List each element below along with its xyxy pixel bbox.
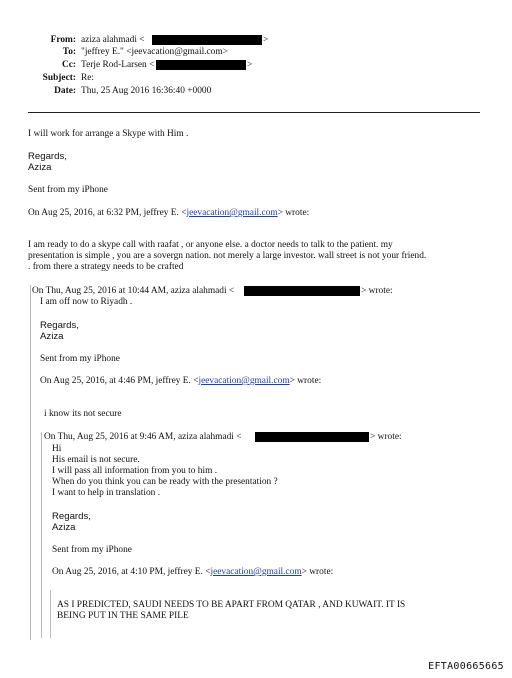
from-close: > [263, 35, 269, 45]
reply-attribution: On Aug 25, 2016, at 4:10 PM, jeffrey E. <jeevacation@gmail.com> wrote: [52, 567, 334, 577]
message-line: I am ready to do a skype call with raafat , or anyone else. a doctor needs to talk to the patient. my [28, 240, 393, 250]
message-line: I want to help in translation . [52, 488, 161, 498]
email-link[interactable]: jeevacation@gmail.com [186, 208, 278, 218]
signoff-name: Aziza [40, 331, 64, 342]
sent-from-iphone: Sent from my iPhone [40, 354, 120, 364]
email-link[interactable]: jeevacation@gmail.com [198, 376, 290, 386]
sent-from-iphone: Sent from my iPhone [52, 545, 132, 555]
message-line: presentation is simple , you are a sovergn nation. not merely a large investor. wall street is not your friend. [28, 251, 427, 261]
quote-bar [41, 432, 42, 638]
signoff-name: Aziza [52, 522, 76, 533]
cc-close: > [247, 60, 253, 70]
redaction-bar [255, 432, 369, 442]
message-line: His email is not secure. [52, 455, 140, 465]
message-body: I will work for arrange a Skype with Him . [28, 129, 189, 139]
signoff-regards: Regards, [40, 320, 79, 331]
signoff-regards: Regards, [28, 151, 67, 162]
to-value: "jeffrey E." <jeevacation@gmail.com> [81, 47, 228, 57]
message-body: i know its not secure [44, 409, 122, 419]
signoff-name: Aziza [28, 162, 52, 173]
from-label: From: [50, 35, 76, 45]
redaction-bar [152, 35, 262, 45]
reply-attribution-end: > wrote: [361, 286, 393, 296]
reply-attribution: On Aug 25, 2016, at 6:32 PM, jeffrey E. <jeevacation@gmail.com> wrote: [28, 208, 310, 218]
reply-attribution-end: > wrote: [370, 432, 402, 442]
signoff-regards: Regards, [52, 511, 91, 522]
reply-attribution: On Thu, Aug 25, 2016 at 9:46 AM, aziza alahmadi < [44, 432, 242, 442]
header-divider [28, 112, 480, 113]
document-id: EFTA00665665 [428, 661, 504, 672]
quote-bar [50, 590, 51, 638]
redaction-bar [244, 286, 360, 296]
message-line: . from there a strategy needs to be crafted [28, 262, 184, 272]
message-line: When do you think you can be ready with the presentation ? [52, 477, 278, 487]
quote-bar [30, 285, 31, 640]
message-body: I am off now to Riyadh . [40, 297, 133, 307]
email-link[interactable]: jeevacation@gmail.com [210, 567, 302, 577]
reply-attribution: On Thu, Aug 25, 2016 at 10:44 AM, aziza alahmadi < [32, 286, 235, 296]
from-value: aziza alahmadi < [81, 35, 145, 45]
reply-attribution: On Aug 25, 2016, at 4:46 PM, jeffrey E. <jeevacation@gmail.com> wrote: [40, 376, 322, 386]
message-line: Hi [52, 444, 62, 454]
cc-value: Terje Rod-Larsen < [81, 60, 155, 70]
subject-value: Re: [81, 73, 95, 83]
message-line: AS I PREDICTED, SAUDI NEEDS TO BE APART FROM QATAR , AND KUWAIT. IT IS [57, 600, 406, 610]
date-label: Date: [54, 86, 76, 96]
redaction-bar [156, 60, 246, 70]
cc-label: Cc: [61, 60, 76, 70]
subject-label: Subject: [42, 73, 76, 83]
to-label: To: [62, 47, 76, 57]
sent-from-iphone: Sent from my iPhone [28, 185, 108, 195]
date-value: Thu, 25 Aug 2016 16:36:40 +0000 [81, 86, 212, 96]
message-line: BEING PUT IN THE SAME PILE [57, 611, 189, 621]
message-line: I will pass all information from you to him . [52, 466, 218, 476]
